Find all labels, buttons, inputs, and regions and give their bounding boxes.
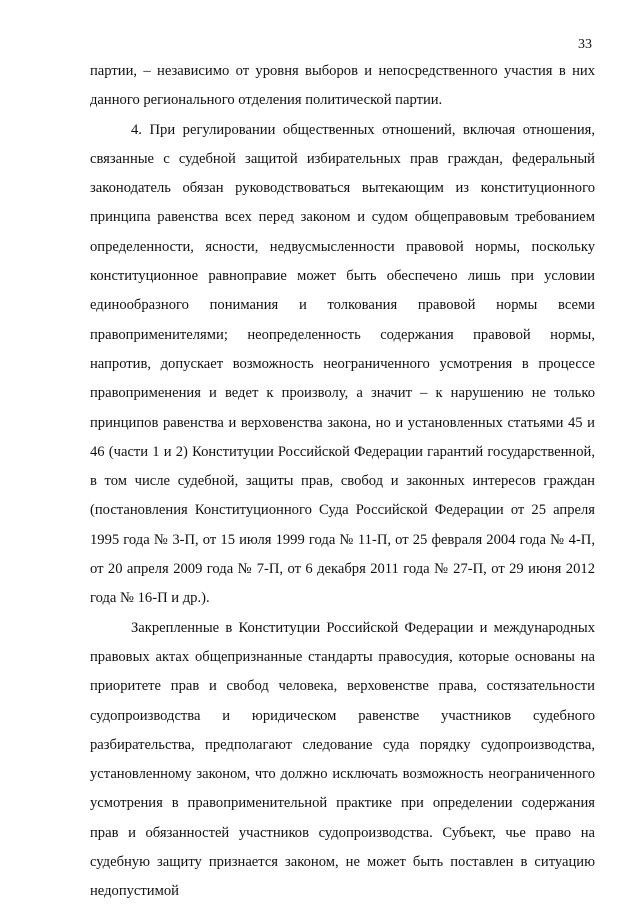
document-body [90, 57, 595, 907]
paragraph-continuation: партии, – независимо от уровня выборов и непосредственного участия в них данного регионального отделения политической партии. [90, 63, 595, 109]
page-number: 33 [578, 37, 592, 52]
paragraph-item-4: 4. При регулировании общественных отношений, включая отношения, связанные с судебной защитой избирательных прав граждан, федеральный законодатель обязан руководствоваться вытекающим из конституционного принципа равенства всех перед законом и судом общеправовым требованием определенности, ясности, недвусмысленности правовой нормы, поскольку конституционное равноправие может быть обеспечено лишь при условии единообразного понимания и толкования правовой нормы всеми правоприменителями; неопределенность содержания правовой нормы, напротив, допускает возможность неограниченного усмотрения в процессе правоприменения и ведет к произволу, а значит – к нарушению не только принципов равенства и верховенства закона, но и установленных статьями 45 и 46 (части 1 и 2) Конституции Российской Федерации гарантий государственной, в том числе судебной, защиты прав, свобод и законных интересов граждан (постановления Конституционного Суда Российской Федерации от 25 апреля 1995 года № 3-П, от 15 июля 1999 года № 11-П, от 25 февраля 2004 года № 4-П, от 20 апреля 2009 года № 7-П, от 6 декабря 2011 года № 27-П, от 29 июня 2012 года № 16-П и др.). [90, 121, 595, 607]
paragraph-standards: Закрепленные в Конституции Российской Федерации и международных правовых актах общепризнанные стандарты правосудия, которые основаны на приоритете прав и свобод человека, верховенстве права, состязательности судопроизводства и юридическом равенстве участников судебного разбирательства, предполагают следование суда порядку судопроизводства, установленному законом, что должно исключать возможность неограниченного усмотрения в правоприменительной практике при определении содержания прав и обязанностей участников судопроизводства. Субъект, чье право на судебную защиту признается законом, не может быть поставлен в ситуацию недопустимой [90, 619, 595, 900]
